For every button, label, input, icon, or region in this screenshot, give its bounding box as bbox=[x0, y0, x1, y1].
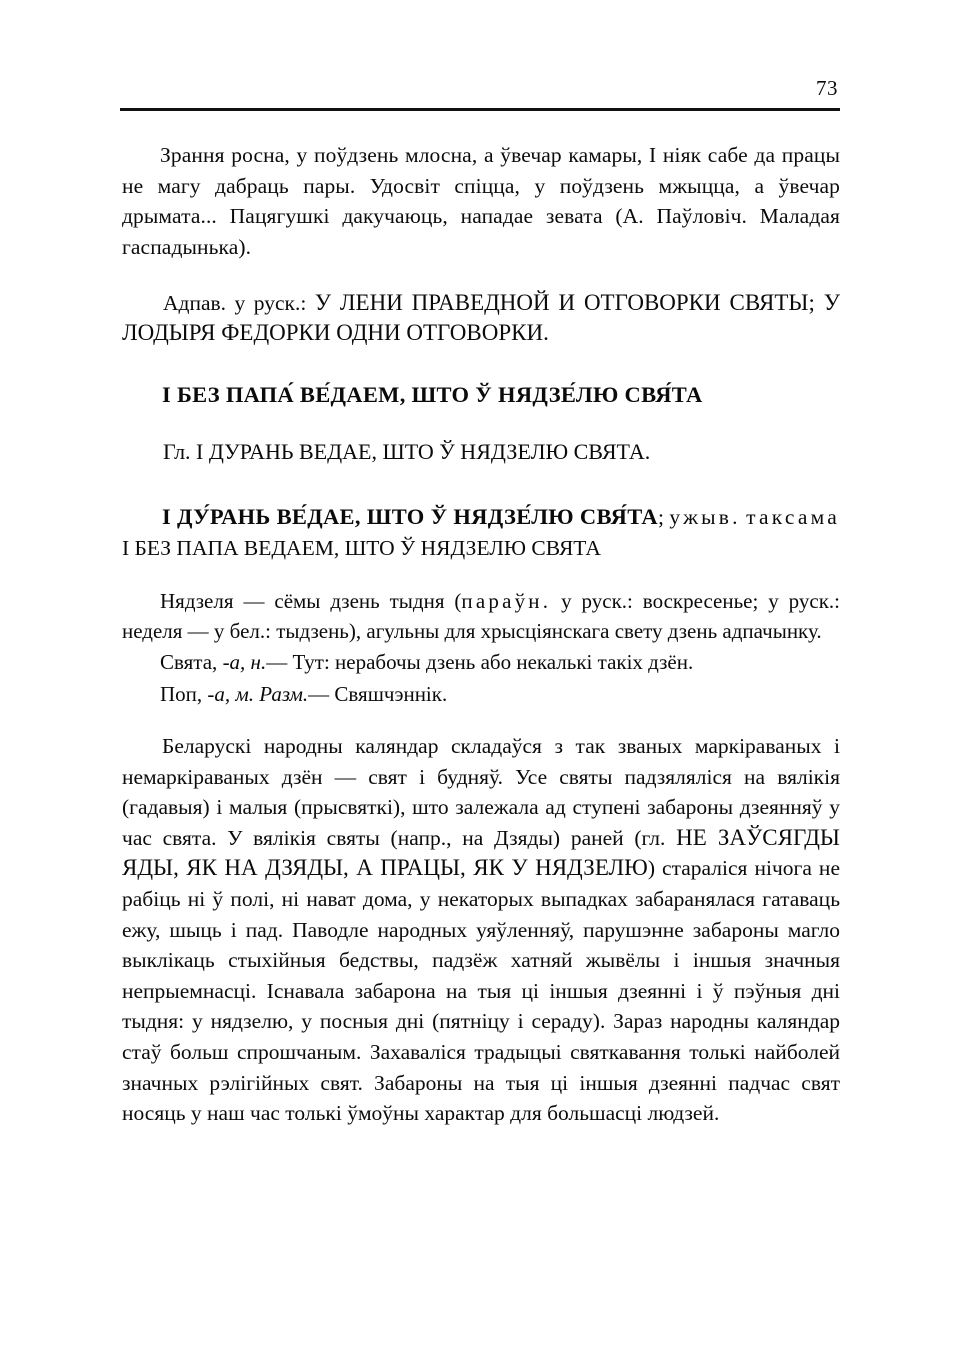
russian-equivalent bbox=[122, 288, 840, 348]
see-also-line bbox=[122, 437, 840, 467]
equivalent-text: У ЛЕНИ ПРАВЕДНОЙ И ОТГОВОРКИ СВЯТЫ; У ЛОДЫРЯ ФЕДОРКИ ОДНИ ОТГОВОРКИ. bbox=[122, 290, 840, 345]
gloss-headword: Поп, bbox=[160, 681, 203, 706]
gloss-text: Свяшчэннік. bbox=[334, 681, 448, 706]
gloss-dash: — bbox=[266, 650, 293, 674]
illustrative-quote: Зрання росна, у поўдзень млосна, а ўвечар камары, І ніяк сабе да працы не магу дабраць пары. Удосвіт спіцца, у поўдзень мжыцца, а ўвечар дрымата... Пацягушкі дакучаюць, нападае зевата (А. Паўловіч. Маладая гаспадынька). bbox=[122, 143, 840, 259]
commentary-paragraph bbox=[122, 731, 840, 1129]
equivalent-label: Адпав. у руск.: bbox=[163, 291, 307, 315]
entry-lemma: І ДУ́РАНЬ ВЕ́ДАЕ, ШТО Ў НЯДЗЕ́ЛЮ СВЯ́ТА bbox=[162, 504, 658, 529]
definition-nyadzelya bbox=[122, 587, 840, 646]
gloss-pop bbox=[122, 680, 840, 710]
gloss-grammar: -а, н. bbox=[222, 650, 267, 674]
main-entry bbox=[122, 501, 840, 564]
entry-headword: І БЕЗ ПАПА́ ВЕ́ДАЕМ, ШТО Ў НЯДЗЕ́ЛЮ СВЯ́ТА bbox=[162, 382, 703, 407]
commentary-part-one: Беларускі народны каляндар складаўся з так званых маркіраваных і немаркіраваных дзён — свят і будняў. Усе святы падзяляліся на вялікія (гадавыя) і малыя (прысвяткі), што залежала ад ступені забароны дзеянняў у час свята. У вялікія святы (напр., на Дзяды) раней (гл. bbox=[122, 734, 840, 850]
entry-variant: І БЕЗ ПАПА ВЕДАЕМ, ШТО Ў НЯДЗЕЛЮ СВЯТА bbox=[122, 536, 601, 560]
usage-label: ужыв. bbox=[669, 505, 741, 529]
gloss-dash: — bbox=[308, 681, 335, 706]
page-body bbox=[122, 140, 840, 1129]
commentary-part-two: ) стараліся нічога не рабіць ні ў полі, ні нават дома, у некаторых выпадках забаранялася гатаваць ежу, шыць і пад. Паводле народных уяўленняў, парушэнне забароны магло выклікаць стыхійныя бедствы, падзёж хатняй жывёлы і іншыя значныя непрыемнасці. Існавала забарона на тыя ці іншыя дзеянні і ў пэўныя дні тыдня: у нядзелю, у посныя дні (пятніцу і сераду). Зараз народны каляндар стаў больш спрошчаным. Захаваліся традыцыі святкавання толькі найболей значных рэлігійных свят. Забароны на тыя ці іншыя дзеянні падчас свят носяць у наш час толькі ўмоўны характар для большасці людзей. bbox=[122, 856, 840, 1126]
see-also-label: Гл. bbox=[163, 439, 191, 464]
see-also-target: І ДУРАНЬ ВЕДАЕ, ШТО Ў НЯДЗЕЛЮ СВЯТА. bbox=[196, 439, 651, 464]
gloss-grammar: -а, м. Разм. bbox=[207, 681, 309, 706]
gloss-svyata bbox=[122, 648, 840, 678]
gloss-text: Тут: нерабочы дзень або некалькі такіх дзён. bbox=[292, 650, 694, 674]
definition-dash: — bbox=[233, 589, 275, 613]
definition-headword: Нядзеля bbox=[160, 589, 234, 613]
page-header bbox=[120, 78, 840, 111]
compare-label: параўн. bbox=[461, 589, 552, 613]
page-number: 73 bbox=[816, 76, 838, 100]
also-label: таксама bbox=[746, 505, 841, 529]
definition-body: у руск.: воскресенье; у руск.: неделя — у бел.: тыдзень), агульны для хрысціянскага свету дзень адпачынку. bbox=[122, 589, 840, 643]
commentary-cross-reference: НЕ ЗАЎСЯГДЫ ЯДЫ, ЯК НА ДЗЯДЫ, А ПРАЦЫ, ЯК У НЯДЗЕЛЮ bbox=[122, 824, 840, 881]
header-rule bbox=[120, 108, 840, 111]
gloss-headword: Свята, bbox=[160, 650, 218, 674]
entry-semicolon: ; bbox=[657, 505, 664, 529]
definition-lead-text: сёмы дзень тыдня ( bbox=[274, 589, 462, 613]
